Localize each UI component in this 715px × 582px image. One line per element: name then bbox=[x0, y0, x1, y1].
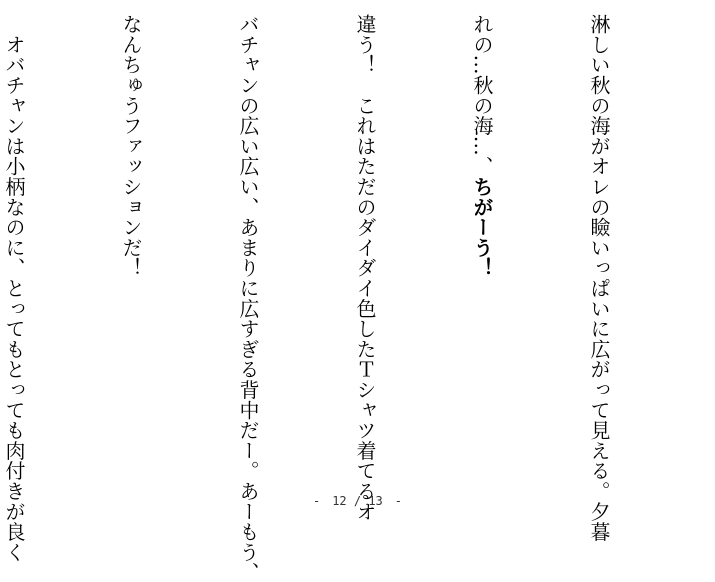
text-column bbox=[462, 14, 501, 490]
text-column: 淋しい秋の海がオレの瞼いっぱいに広がって見える。夕暮 bbox=[587, 14, 611, 542]
page-number: - 12 / 13 - bbox=[312, 494, 403, 508]
text-column: なんちゅうファッションだ！ bbox=[119, 14, 143, 278]
text-column: オバチャンは小柄なのに、とってもとっても肉付きが良く bbox=[2, 14, 26, 563]
text-column: バチャンの広い広い、あまりに広すぎる背中だー。あーもう、 bbox=[236, 14, 260, 582]
text-column: 違う！ これはただのダイダイ色したＴシャツ着てるオ bbox=[353, 14, 377, 522]
emphasized-text: ちがーう！ bbox=[470, 176, 494, 278]
text-segment: れの…秋の海…、 bbox=[470, 14, 494, 177]
